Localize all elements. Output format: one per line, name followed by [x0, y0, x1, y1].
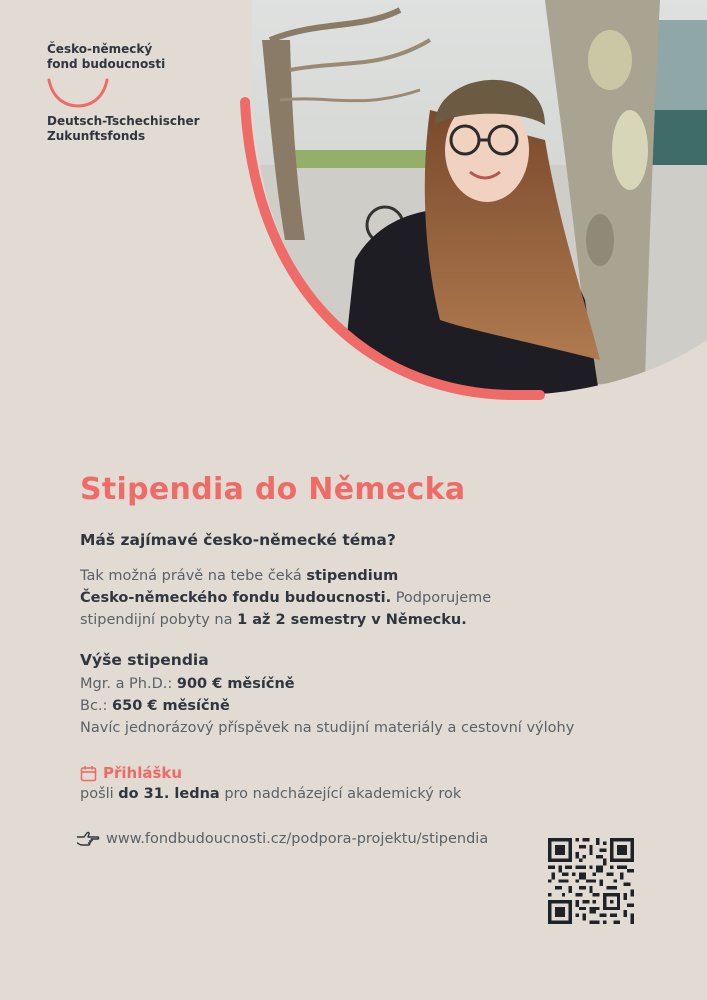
logo-de-line2: Zukunftsfonds — [47, 129, 146, 143]
amount-row-bc — [80, 695, 574, 717]
intro-text-3: stipendijní pobyty na — [80, 612, 238, 628]
apply-text — [80, 783, 461, 805]
amount-row-mgr — [80, 673, 574, 695]
page-title: Stipendia do Německa — [80, 472, 466, 507]
pointing-hand-icon — [76, 830, 100, 848]
website-url[interactable]: www.fondbudoucnosti.cz/podpora-projektu/stipendia — [106, 831, 489, 847]
apply-text-1: pošli — [80, 786, 119, 802]
intro-text-1: Tak možná právě na tebe čeká — [80, 568, 307, 584]
logo-de-line1: Deutsch-Tschechischer — [47, 114, 200, 128]
intro-text-2: Podporujeme — [391, 590, 492, 606]
bc-value: 650 € měsíčně — [112, 698, 230, 714]
amount-extra: Navíc jednorázový příspěvek na studijní materiály a cestovní výlohy — [80, 720, 575, 736]
qr-code — [548, 838, 634, 924]
apply-deadline: do 31. ledna — [118, 786, 220, 802]
apply-heading: Přihlášku — [103, 764, 183, 782]
apply-text-2: pro nadcházející akademický rok — [219, 786, 462, 802]
intro-bold-3: 1 až 2 semestry v Německu. — [237, 612, 467, 628]
apply-heading-row — [80, 764, 461, 782]
intro-paragraph — [80, 565, 550, 631]
amount-rows — [80, 673, 574, 739]
lead-question: Máš zajímavé česko-německé téma? — [80, 531, 396, 549]
logo-cz-line2: fond budoucnosti — [47, 57, 166, 71]
apply-section — [80, 764, 461, 805]
intro-bold-2: Česko-německého fondu budoucnosti. — [80, 590, 392, 606]
website-link[interactable] — [76, 830, 488, 848]
mgr-label: Mgr. a Ph.D.: — [80, 676, 177, 692]
mgr-value: 900 € měsíčně — [176, 676, 295, 692]
logo-cz-line1: Česko-německý — [47, 42, 153, 56]
logo-arc-icon — [47, 76, 109, 108]
calendar-icon — [80, 765, 97, 782]
bc-label: Bc.: — [80, 698, 113, 714]
intro-bold-1: stipendium — [306, 568, 399, 584]
fund-logo — [47, 42, 247, 144]
amount-heading: Výše stipendia — [80, 651, 209, 669]
